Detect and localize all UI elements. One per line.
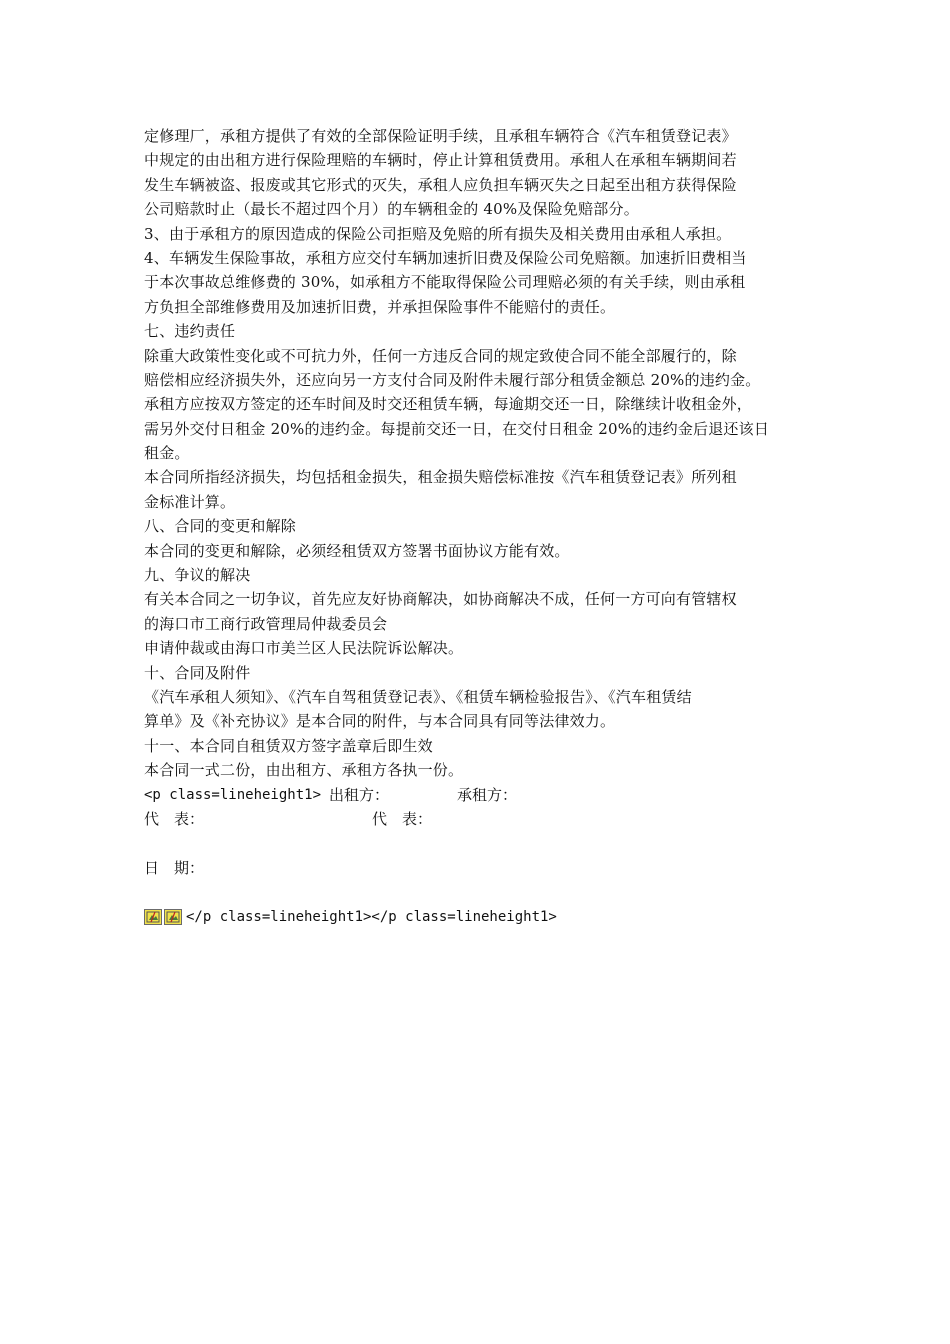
section-heading-attachments: 十、合同及附件 [144, 663, 251, 682]
raw-markup-text: <p class=lineheight1> [144, 786, 322, 803]
signature-party-row [144, 783, 814, 807]
text-line: 的海口市工商行政管理局仲裁委员会 [144, 614, 388, 633]
clause-3: 3、由于承租方的原因造成的保险公司拒赔及免赔的所有损失及相关费用由承租人承担。 [144, 224, 732, 243]
text-line: 租金。 [144, 444, 190, 463]
rep-label-right: 代 表： [372, 809, 433, 828]
signature-rep-row [144, 807, 814, 831]
text-line: 赔偿相应经济损失外，还应向另一方支付合同及附件未履行部分租赁金额总 20%的违约金。 [144, 370, 761, 389]
document-page [144, 124, 814, 929]
section-heading-dispute: 九、争议的解决 [144, 566, 251, 585]
lessee-label: 承租方： [457, 785, 518, 804]
section-heading-effective: 十一、本合同自租赁双方签字盖章后即生效 [144, 736, 433, 755]
text-line: 中规定的由出租方进行保险理赔的车辆时，停止计算租赁费用。承租人在承租车辆期间若 [144, 151, 737, 170]
text-line: 方负担全部维修费用及加速折旧费，并承担保险事件不能赔付的责任。 [144, 297, 616, 316]
trailing-markup-row [144, 905, 814, 929]
broken-image-icon [164, 909, 182, 925]
signature-block [144, 783, 814, 929]
text-line: 本合同所指经济损失，均包括租金损失，租金损失赔偿标准按《汽车租赁登记表》所列租 [144, 468, 737, 487]
text-line: 申请仲裁或由海口市美兰区人民法院诉讼解决。 [144, 639, 464, 658]
text-line: 除重大政策性变化或不可抗力外，任何一方违反合同的规定致使合同不能全部履行的，除 [144, 346, 737, 365]
lessor-label: 出租方： [329, 785, 390, 804]
text-line: 承租方应按双方签定的还车时间及时交还租赁车辆，每逾期交还一日，除继续计收租金外， [144, 395, 753, 414]
section-heading-breach: 七、违约责任 [144, 322, 236, 341]
text-line: 需另外交付日租金 20%的违约金。每提前交还一日，在交付日租金 20%的违约金后退还该日 [144, 419, 770, 438]
section-heading-amendment: 八、合同的变更和解除 [144, 517, 297, 536]
text-line: 本合同的变更和解除，必须经租赁双方签署书面协议方能有效。 [144, 541, 570, 560]
text-line: 本合同一式二份，由出租方、承租方各执一份。 [144, 761, 464, 780]
broken-image-icon [144, 909, 162, 925]
text-line: 算单》及《补充协议》是本合同的附件，与本合同具有同等法律效力。 [144, 712, 616, 731]
text-line: 《汽车承租人须知》、《汽车自驾租赁登记表》、《租赁车辆检验报告》、《汽车租赁结 [144, 687, 692, 706]
clause-4: 4、车辆发生保险事故，承租方应交付车辆加速折旧费及保险公司免赔额。加速折旧费相当 [144, 248, 747, 267]
rep-label-left: 代 表： [144, 809, 205, 828]
text-line: 于本次事故总维修费的 30%，如承租方不能取得保险公司理赔必须的有关手续，则由承租 [144, 273, 746, 292]
text-line: 有关本合同之一切争议，首先应友好协商解决，如协商解决不成，任何一方可向有管辖权 [144, 590, 737, 609]
text-line: 金标准计算。 [144, 492, 236, 511]
text-line: 发生车辆被盗、报废或其它形式的灭失，承租人应负担车辆灭失之日起至出租方获得保险 [144, 175, 737, 194]
signature-date-row [144, 856, 814, 880]
text-line: 定修理厂，承租方提供了有效的全部保险证明手续，且承租车辆符合《汽车租赁登记表》 [144, 127, 737, 145]
text-line: 公司赔款时止（最长不超过四个月）的车辆租金的 40%及保险免赔部分。 [144, 200, 639, 219]
raw-markup-text: </p class=lineheight1></p class=lineheight1> [186, 908, 557, 925]
date-label: 日 期： [144, 858, 205, 877]
body-text [144, 124, 814, 783]
